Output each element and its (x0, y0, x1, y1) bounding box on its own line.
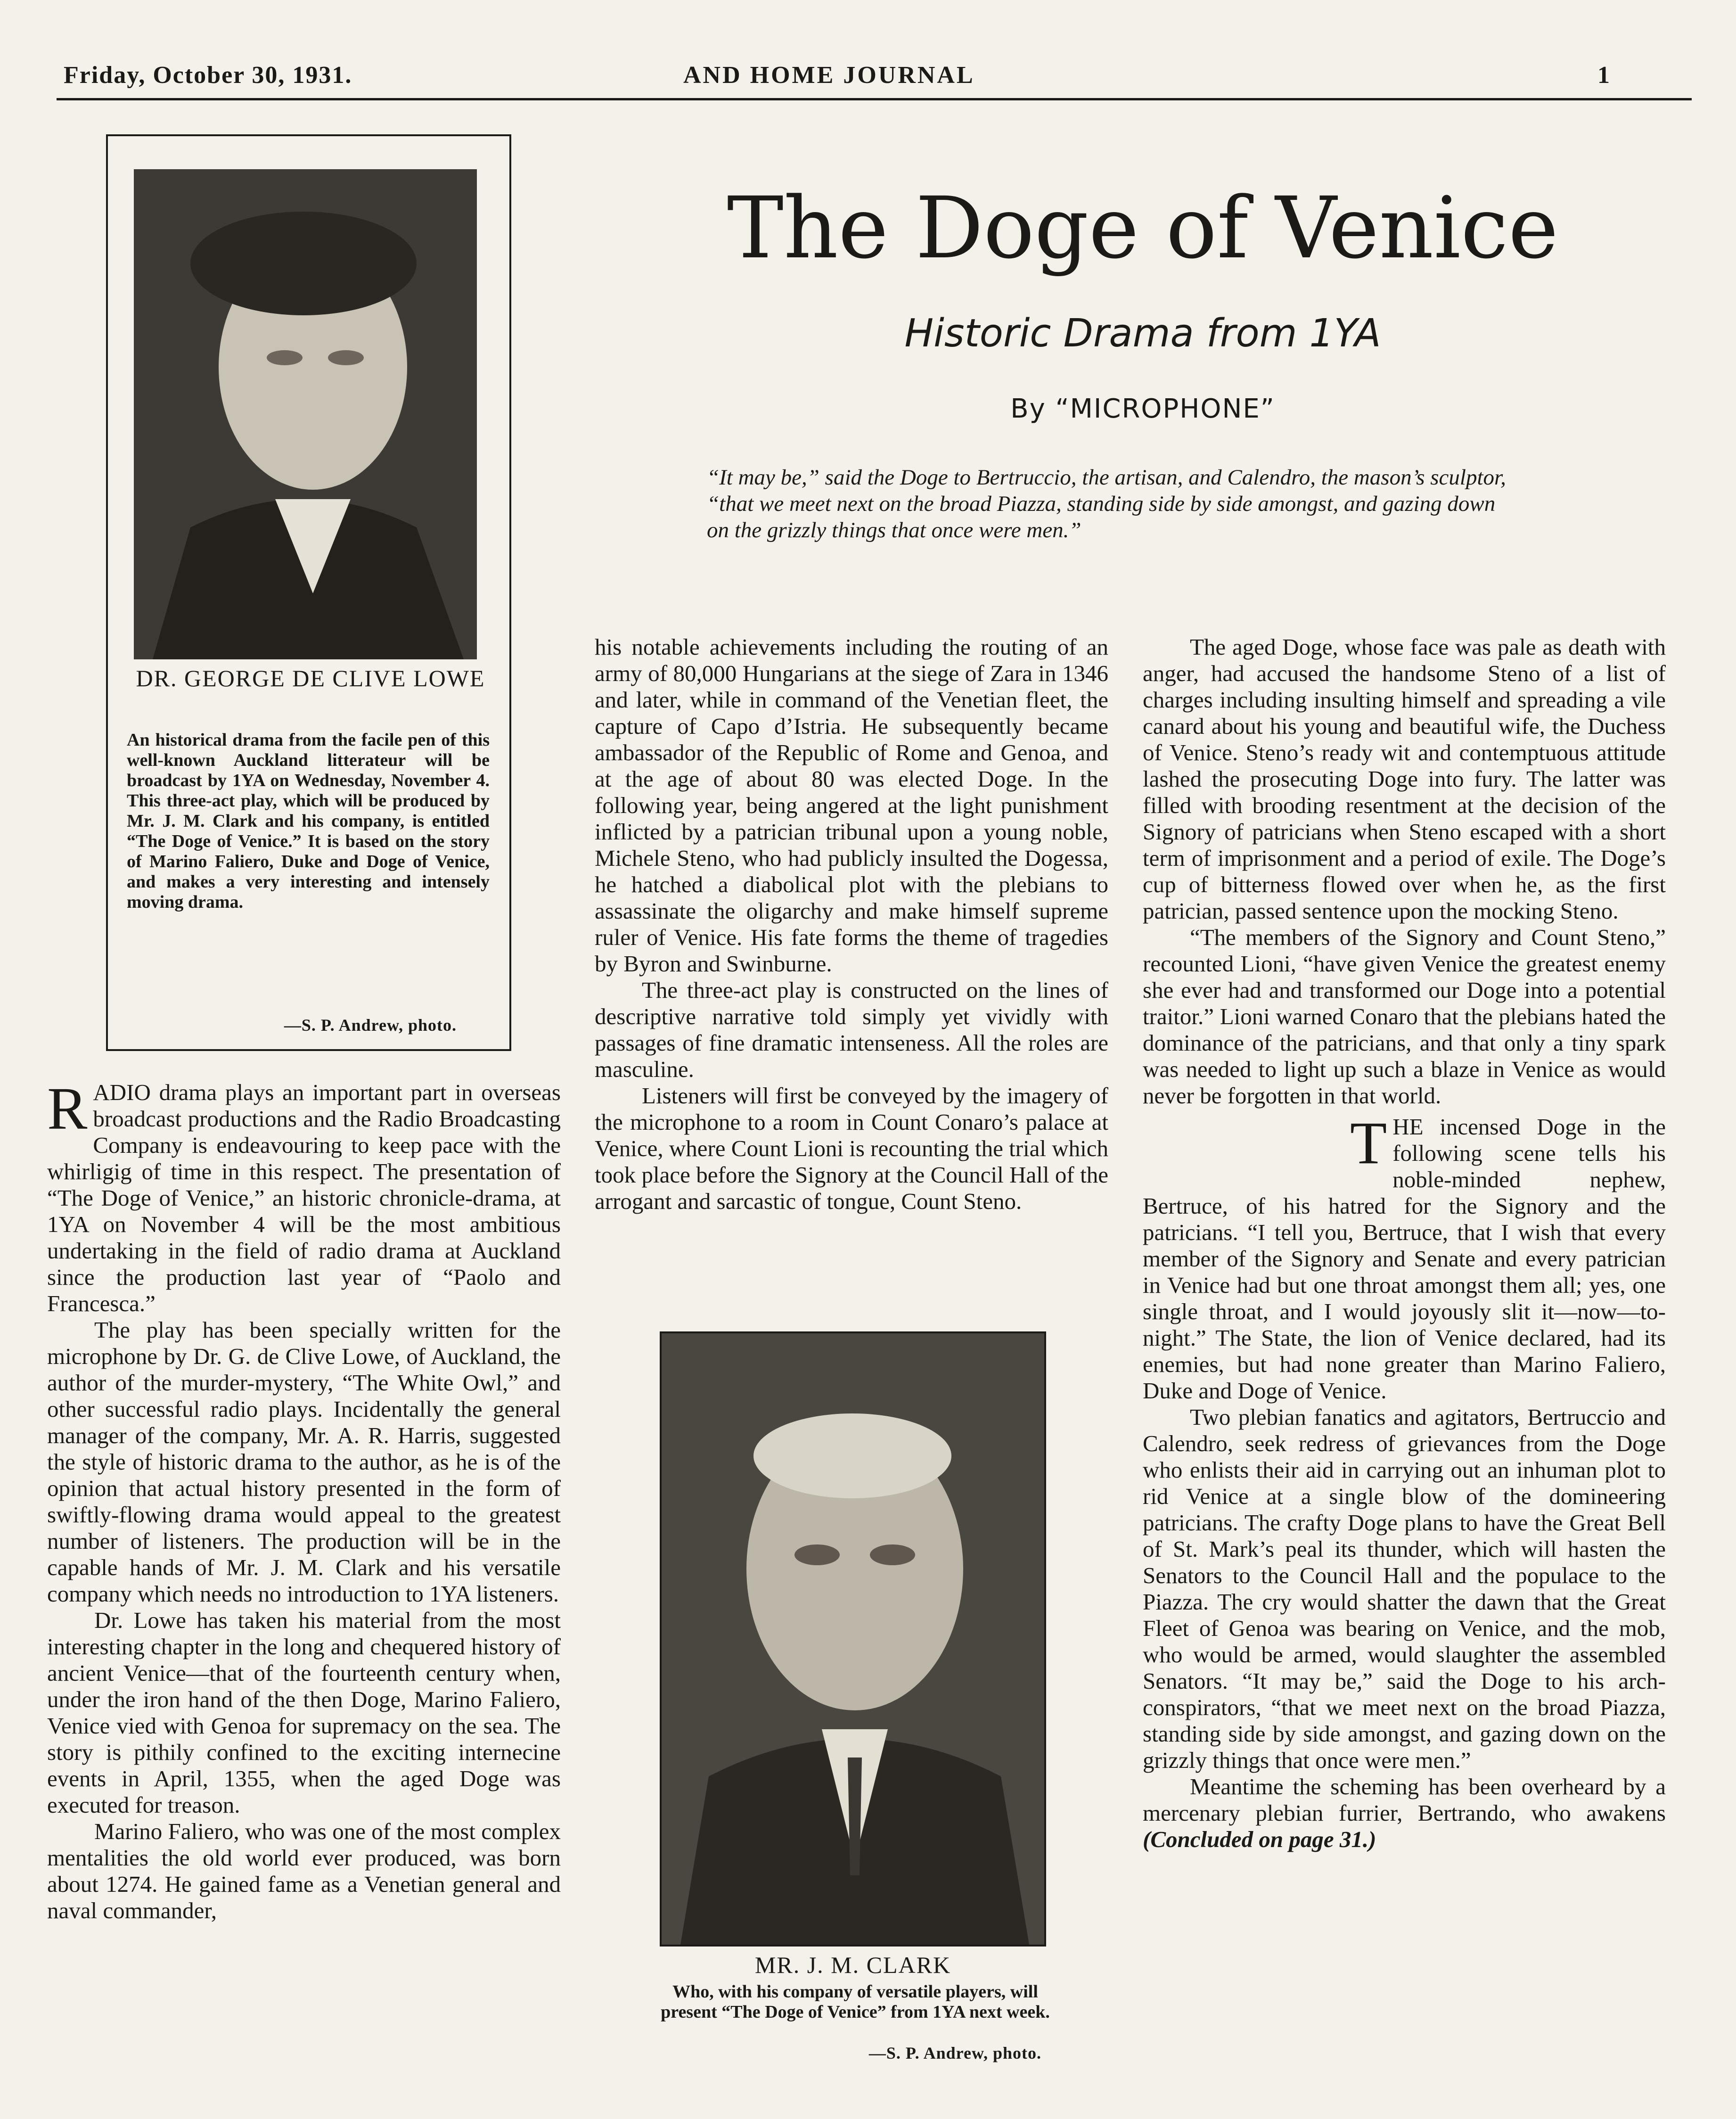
photo-box-clark (660, 1331, 1046, 1947)
paragraph: Dr. Lowe has taken his material from the most interesting chapter in the long and chequered history of ancient Venice—that of the fourteenth century when, under the iron hand of the then Doge, Marino Faliero, Venice vied with Genoa for supremacy on the sea. The story is pithily confined to the exciting internecine events in April, 1355, when the aged Doge was executed for treason. (47, 1607, 561, 1818)
issue-date: Friday, October 30, 1931. (64, 62, 352, 89)
dropcap-t: T (1350, 1109, 1387, 1176)
paragraph: Listeners will first be conveyed by the imagery of the microphone to a room in Count Conaro’s palace at Venice, where Count Lioni is recounting the trial which took place before the Signory at the Council Hall of the arrogant and sarcastic of tongue, Count Steno. (595, 1083, 1108, 1214)
portrait-lowe (134, 169, 477, 659)
article-subtitle: Historic Drama from 1YA (904, 311, 1381, 356)
photo-credit-clark: —S. P. Andrew, photo. (868, 2044, 1041, 2062)
paragraph: Marino Faliero, who was one of the most complex mentalities the old world ever produced, was born about 1274. He gained fame as a Venetian general and naval commander, (47, 1818, 561, 1923)
caption-name-clark: MR. J. M. CLARK (754, 1952, 951, 1978)
paragraph: his notable achievements including the routing of an army of 80,000 Hungarians at the siege of Zara in 1346 and later, while in command of the Venetian fleet, the capture of Capo d’Istria. He subsequently became ambassador of the Republic of Rome and Genoa, and at the age of about 80 was elected Doge. In the following year, being angered at the light punishment inflicted by a patrician tribunal upon a young noble, Michele Steno, who had publicly insulted the Dogessa, he hatched a diabolical plot with the plebians to assassinate the oligarchy and make himself supreme ruler of Venice. His fate forms the theme of tragedies by Byron and Swinburne. (595, 634, 1108, 977)
article-title: The Doge of Venice (727, 179, 1559, 278)
portrait-clark (662, 1333, 1044, 1945)
publication-name: AND HOME JOURNAL (683, 62, 975, 89)
caption-name-lowe: DR. GEORGE DE CLIVE LOWE (136, 665, 485, 691)
photo-box-lowe (106, 134, 511, 1051)
dropcap-r: R (47, 1075, 88, 1142)
paragraph: The play has been specially written for the microphone by Dr. G. de Clive Lowe, of Auckland, the author of the murder-mystery, “The White Owl,” and other successful radio plays. Incidentally the general manager of the company, Mr. A. R. Harris, suggested the style of historic drama to the author, as he is of the opinion that actual history presented in the form of swiftly-flowing drama would appeal to the greatest number of listeners. The production will be in the capable hands of Mr. J. M. Clark and his versatile company which needs no introduction to 1YA listeners. (47, 1317, 561, 1607)
caption-text-lowe: An historical drama from the facile pen of this well-known Auckland litterateur will be broadcast by 1YA on Wednesday, November 4. This three-act play, which will be produced by Mr. J. M. Clark and his company, is entitled “The Doge of Venice.” It is based on the story of Marino Faliero, Duke and Doge of Venice, and makes a very interesting and intensely moving drama. (127, 730, 490, 912)
continued-on-page-link[interactable]: (Concluded on page 31.) (1143, 1826, 1376, 1852)
header-rule (57, 98, 1692, 100)
paragraph: THE incensed Doge in the following scene tells his noble-minded nephew, Bertruce, of his hatred for the Signory and the patricians. “I tell you, Bertruce, that I wish that every member of the Signory and Senate and every patrician in Venice had but one throat amongst them all; yes, one single throat, and I would joyously slit it—now—to-night.” The State, the lion of Venice declared, had its enemies, but had none greater than Marino Faliero, Duke and Doge of Venice. (1143, 1109, 1666, 1404)
paragraph: “The members of the Signory and Count Steno,” recounted Lioni, “have given Venice the greatest enemy she ever had and transformed our Doge into a potential traitor.” Lioni warned Conaro that the plebians hated the dominance of the patricians, and that only a tiny spark was needed to light up such a blaze in Venice as would never be forgotten in that world. (1143, 924, 1666, 1109)
article-column-1 (47, 1075, 561, 1924)
paragraph: Two plebian fanatics and agitators, Bertruccio and Calendro, seek redress of grievances from the Doge who enlists their aid in carrying out an inhuman plot to rid Venice at a single blow of the domineering patricians. The crafty Doge plans to have the Great Bell of St. Mark’s peal its thunder, which will hasten the Senators to the Council Hall and the populace to the Piazza. The cry would shatter the dawn that the Great Fleet of Genoa was bearing on Venice, and the mob, who would be armed, would slaughter the assembled Senators. “It may be,” said the Doge to his arch-conspirators, “that we meet next on the broad Piazza, standing side by side amongst, and gazing down on the grizzly things that once were men.” (1143, 1404, 1666, 1773)
portrait-lowe-image (134, 169, 477, 659)
article-column-3 (1143, 634, 1666, 1853)
page-number: 1 (1597, 62, 1611, 89)
portrait-clark-image (662, 1333, 1044, 1945)
byline: By “MICROPHONE” (1010, 394, 1275, 424)
paragraph: The three-act play is constructed on the lines of descriptive narrative told simply yet vividly with passages of fine dramatic intenseness. All the roles are masculine. (595, 977, 1108, 1082)
paragraph: RADIO drama plays an important part in overseas broadcast productions and the Radio Broadcasting Company is endeavouring to keep pace with the whirligig of time in this respect. The presentation of “The Doge of Venice,” an historic chronicle-drama, at 1YA on November 4 will be the most ambitious undertaking in the field of radio drama at Auckland since the production last year of “Paolo and Francesca.” (47, 1075, 561, 1316)
paragraph: Meantime the scheming has been overheard by a mercenary plebian furrier, Bertrando, who awakens (Concluded on page 31.) (1143, 1774, 1666, 1852)
article-column-2 (595, 634, 1108, 1215)
epigraph: “It may be,” said the Doge to Bertruccio, the artisan, and Calendro, the mason’s sculptor, “that we meet next on the broad Piazza, standing side by side amongst, and gazing down on the grizzly things that once were men.” (707, 465, 1506, 542)
photo-credit-lowe: —S. P. Andrew, photo. (284, 1016, 457, 1035)
caption-text-clark: Who, with his company of versatile players, will present “The Doge of Venice” from 1YA next week. (661, 1982, 1050, 2022)
paragraph: The aged Doge, whose face was pale as death with anger, had accused the handsome Steno of a list of charges including insulting himself and spreading a vile canard about his young and beautiful wife, the Duchess of Venice. Steno’s ready wit and contemptuous attitude lashed the prosecuting Doge into fury. The latter was filled with brooding resentment at the decision of the Signory of patricians when Steno escaped with a short term of imprisonment and a period of exile. The Doge’s cup of bitterness flowed over when he, as the first patrician, passed sentence upon the mocking Steno. (1143, 634, 1666, 924)
